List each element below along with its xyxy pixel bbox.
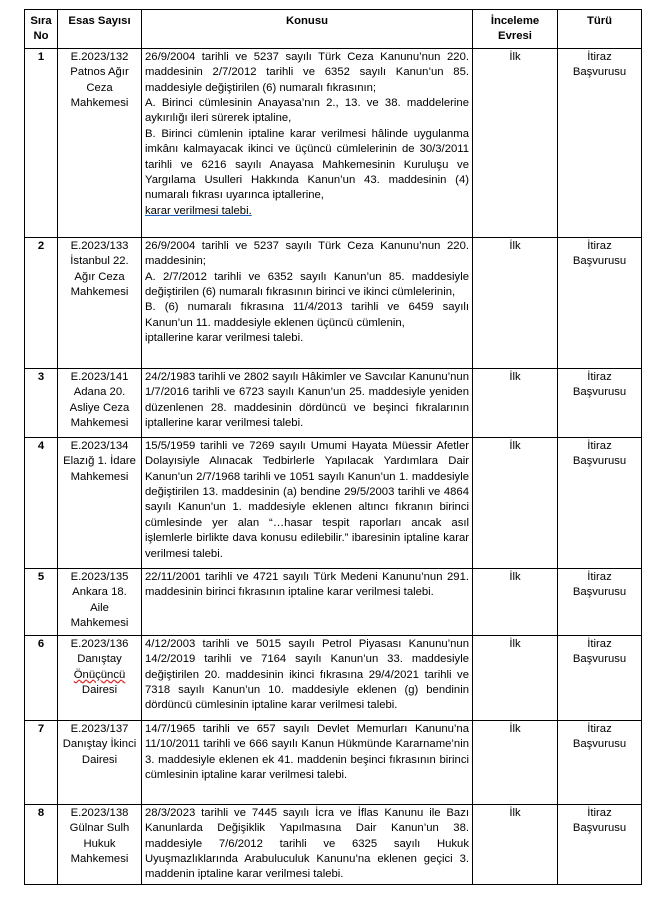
- court-name-line: Ankara 18.: [72, 586, 127, 599]
- court-name-line: Adana 20.: [73, 386, 126, 399]
- subject-paragraph: 4/12/2003 tarihli ve 5015 sayılı Petrol Piyasası Kanunu’nun 14/2/2019 tarihli ve 7164 sayılı Kanun’un 33. maddesiyle değiştirilen 20. maddesinin ikinci fıkrasına 29/4/2021 tarihli ve 7318 sayılı Kanun’un 10. maddesiyle eklenen (g) bendinin dördüncü cümlesinin iptaline karar verilmesi talebi.: [145, 637, 469, 712]
- review-stage: İlk: [473, 720, 558, 804]
- case-number-line: E.2023/134: [70, 439, 129, 452]
- row-number: 4: [25, 437, 58, 568]
- court-name-line: Patnos Ağır: [70, 66, 129, 79]
- subject-cell: [142, 237, 473, 368]
- subject-cell: [142, 804, 473, 884]
- court-name-line: Aile: [90, 601, 109, 614]
- table-row: [25, 237, 642, 368]
- table-row: [25, 720, 642, 804]
- case-number: [58, 568, 142, 635]
- subject-paragraph: 22/11/2001 tarihli ve 4721 sayılı Türk Medeni Kanunu’nun 291. maddesinin birinci fıkrasının iptaline karar verilmesi talebi.: [145, 570, 469, 599]
- application-type-line: İtiraz: [587, 239, 612, 252]
- case-number-line: E.2023/141: [70, 370, 129, 383]
- court-name-line: Mahkemesi: [70, 286, 129, 299]
- table-row: [25, 437, 642, 568]
- court-name-line: Danıştay İkinci: [62, 738, 137, 751]
- application-type-line: İtiraz: [587, 637, 612, 650]
- row-number: 8: [25, 804, 58, 884]
- header-sira-no: Sıra No: [25, 10, 58, 49]
- table-header-row: [25, 10, 642, 49]
- case-number-line: E.2023/136: [70, 637, 129, 650]
- application-type: [558, 635, 642, 720]
- table-row: [25, 48, 642, 237]
- application-type-line: Başvurusu: [572, 386, 627, 399]
- application-type: [558, 48, 642, 237]
- case-number: [58, 368, 142, 437]
- case-table: [24, 9, 642, 885]
- court-name-line: Asliye Ceza: [69, 401, 130, 414]
- application-type-line: İtiraz: [587, 439, 612, 452]
- subject-paragraph: 26/9/2004 tarihli ve 5237 sayılı Türk Ceza Kanunu’nun 220. maddesinin;: [145, 239, 469, 268]
- table-row: [25, 804, 642, 884]
- review-stage: İlk: [473, 437, 558, 568]
- application-type: [558, 437, 642, 568]
- court-name-line: Önüçüncü: [73, 668, 126, 681]
- court-name-line: Elazığ 1. İdare: [63, 455, 136, 468]
- application-type-line: Başvurusu: [572, 455, 627, 468]
- application-type-line: Başvurusu: [572, 653, 627, 666]
- application-type: [558, 804, 642, 884]
- application-type-line: Başvurusu: [572, 255, 627, 268]
- application-type-line: İtiraz: [587, 570, 612, 583]
- case-number: [58, 48, 142, 237]
- court-name-line: Mahkemesi: [70, 470, 129, 483]
- case-number-line: E.2023/138: [70, 806, 129, 819]
- case-number-line: E.2023/137: [70, 722, 129, 735]
- application-type: [558, 237, 642, 368]
- subject-paragraph: iptallerine karar verilmesi talebi.: [145, 332, 304, 345]
- court-name-line: Dairesi: [81, 684, 118, 697]
- court-name-line: Mahkemesi: [70, 417, 129, 430]
- table-row: [25, 368, 642, 437]
- court-name-line: Dairesi: [81, 753, 118, 766]
- subject-paragraph: B. Birinci cümlenin iptaline karar verilmesi hâlinde uygulanma imkânı kalmayacak ikinci ve üçüncü cümlelerinin de 30/3/2011 tarihli ve 6216 sayılı Anayasa Mahkemesinin Kuruluşu ve Yargılama Usulleri Hakkında Kanun’un 43. maddesinin (4) numaralı fıkrası uyarınca iptallerine,: [145, 127, 469, 202]
- application-type-line: Başvurusu: [572, 66, 627, 79]
- subject-cell: [142, 635, 473, 720]
- subject-paragraph: 26/9/2004 tarihli ve 5237 sayılı Türk Ceza Kanunu’nun 220. maddesinin 2/7/2012 tarihli ve 6352 sayılı Kanun’un 85. maddesiyle değiştirilen (6) numaralı fıkrasının;: [145, 50, 469, 94]
- review-stage: İlk: [473, 48, 558, 237]
- case-number: [58, 720, 142, 804]
- court-name-line: Mahkemesi: [70, 617, 129, 630]
- subject-paragraph: B. (6) numaralı fıkrasına 11/4/2013 tarihli ve 6459 sayılı Kanun’un 11. maddesiyle eklenen üçüncü cümlenin,: [145, 301, 469, 329]
- row-number: 1: [25, 48, 58, 237]
- court-name-line: Mahkemesi: [70, 853, 129, 866]
- row-number: 2: [25, 237, 58, 368]
- subject-cell: [142, 437, 473, 568]
- review-stage: İlk: [473, 368, 558, 437]
- header-konusu: Konusu: [142, 10, 473, 49]
- application-type-line: İtiraz: [587, 50, 612, 63]
- case-number-line: E.2023/133: [70, 239, 129, 252]
- row-number: 7: [25, 720, 58, 804]
- subject-paragraph: A. Birinci cümlesinin Anayasa’nın 2., 13. ve 38. maddelerine aykırılığı ileri sürerek iptaline,: [145, 97, 469, 125]
- subject-paragraph: karar verilmesi talebi.: [145, 204, 252, 217]
- case-number: [58, 635, 142, 720]
- court-name-line: Hukuk: [83, 837, 116, 850]
- row-number: 3: [25, 368, 58, 437]
- application-type: [558, 568, 642, 635]
- row-number: 6: [25, 635, 58, 720]
- row-number: 5: [25, 568, 58, 635]
- case-number: [58, 437, 142, 568]
- subject-paragraph: 28/3/2023 tarihli ve 7445 sayılı İcra ve İflas Kanunu ile Bazı Kanunlarda Değişiklik Yapılmasına Dair Kanun’un 38. maddesiyle 7/6/2012 tarihli ve 6325 sayılı Hukuk Uyuşmazlıklarında Arabuluculuk Kanunu’na eklenen geçici 3. maddenin iptaline karar verilmesi talebi.: [145, 806, 469, 881]
- subject-paragraph: 15/5/1959 tarihli ve 7269 sayılı Umumi Hayata Müessir Afetler Dolayısiyle Alınacak Tedbirlerle Yapılacak Yardımlara Dair Kanun’un 2/7/1968 tarihli ve 1051 sayılı Kanun’un 1. maddesiyle değiştirilen 13. maddesinin (a) bendine 29/5/2003 tarihli ve 4864 sayılı Kanun’un 1. maddesiyle eklenen altıncı fıkranın birinci cümlesinde yer alan “…hasar tespit raporları ancak asıl işlemlerle birlikte dava konusu edilebilir.” ibaresinin iptaline karar verilmesi talebi.: [145, 439, 469, 560]
- case-number: [58, 237, 142, 368]
- subject-cell: [142, 568, 473, 635]
- table-row: [25, 568, 642, 635]
- court-name-line: Mahkemesi: [70, 97, 129, 110]
- review-stage: İlk: [473, 568, 558, 635]
- header-esas-sayisi: Esas Sayısı: [58, 10, 142, 49]
- court-name-line: İstanbul 22.: [70, 255, 129, 268]
- court-name-line: Gülnar Sulh: [69, 822, 130, 835]
- subject-cell: [142, 48, 473, 237]
- application-type-line: İtiraz: [587, 370, 612, 383]
- header-inceleme-evresi: İnceleme Evresi: [473, 10, 558, 49]
- case-number: [58, 804, 142, 884]
- application-type-line: Başvurusu: [572, 586, 627, 599]
- review-stage: İlk: [473, 635, 558, 720]
- court-name-line: Ceza: [86, 81, 113, 94]
- case-number-line: E.2023/135: [70, 570, 129, 583]
- court-name-line: Danıştay: [77, 653, 122, 666]
- application-type-line: Başvurusu: [572, 822, 627, 835]
- application-type-line: İtiraz: [587, 722, 612, 735]
- case-number-line: E.2023/132: [70, 50, 129, 63]
- subject-cell: [142, 720, 473, 804]
- table-row: [25, 635, 642, 720]
- review-stage: İlk: [473, 237, 558, 368]
- subject-paragraph: 24/2/1983 tarihli ve 2802 sayılı Hâkimler ve Savcılar Kanunu’nun 1/7/2016 tarihli ve 6723 sayılı Kanun’un 25. maddesiyle yeniden düzenlenen 28. maddesinin dördüncü ve beşinci fıkralarının iptallerine karar verilmesi talebi.: [145, 370, 469, 430]
- application-type: [558, 368, 642, 437]
- header-turu: Türü: [558, 10, 642, 49]
- application-type-line: Başvurusu: [572, 738, 627, 751]
- subject-cell: [142, 368, 473, 437]
- subject-paragraph: 14/7/1965 tarihli ve 657 sayılı Devlet Memurları Kanunu’na 11/10/2011 tarihli ve 666 sayılı Kanun Hükmünde Kararname’nin 3. maddesiyle eklenen ek 41. maddenin beşinci fıkrasının birinci cümlesinin iptaline karar verilmesi talebi.: [145, 722, 469, 782]
- subject-paragraph: A. 2/7/2012 tarihli ve 6352 sayılı Kanun’un 85. maddesiyle değiştirilen (6) numaralı fıkrasının birinci ve ikinci cümlelerinin,: [145, 270, 469, 299]
- application-type: [558, 720, 642, 804]
- review-stage: İlk: [473, 804, 558, 884]
- application-type-line: İtiraz: [587, 806, 612, 819]
- court-name-line: Ağır Ceza: [74, 270, 125, 283]
